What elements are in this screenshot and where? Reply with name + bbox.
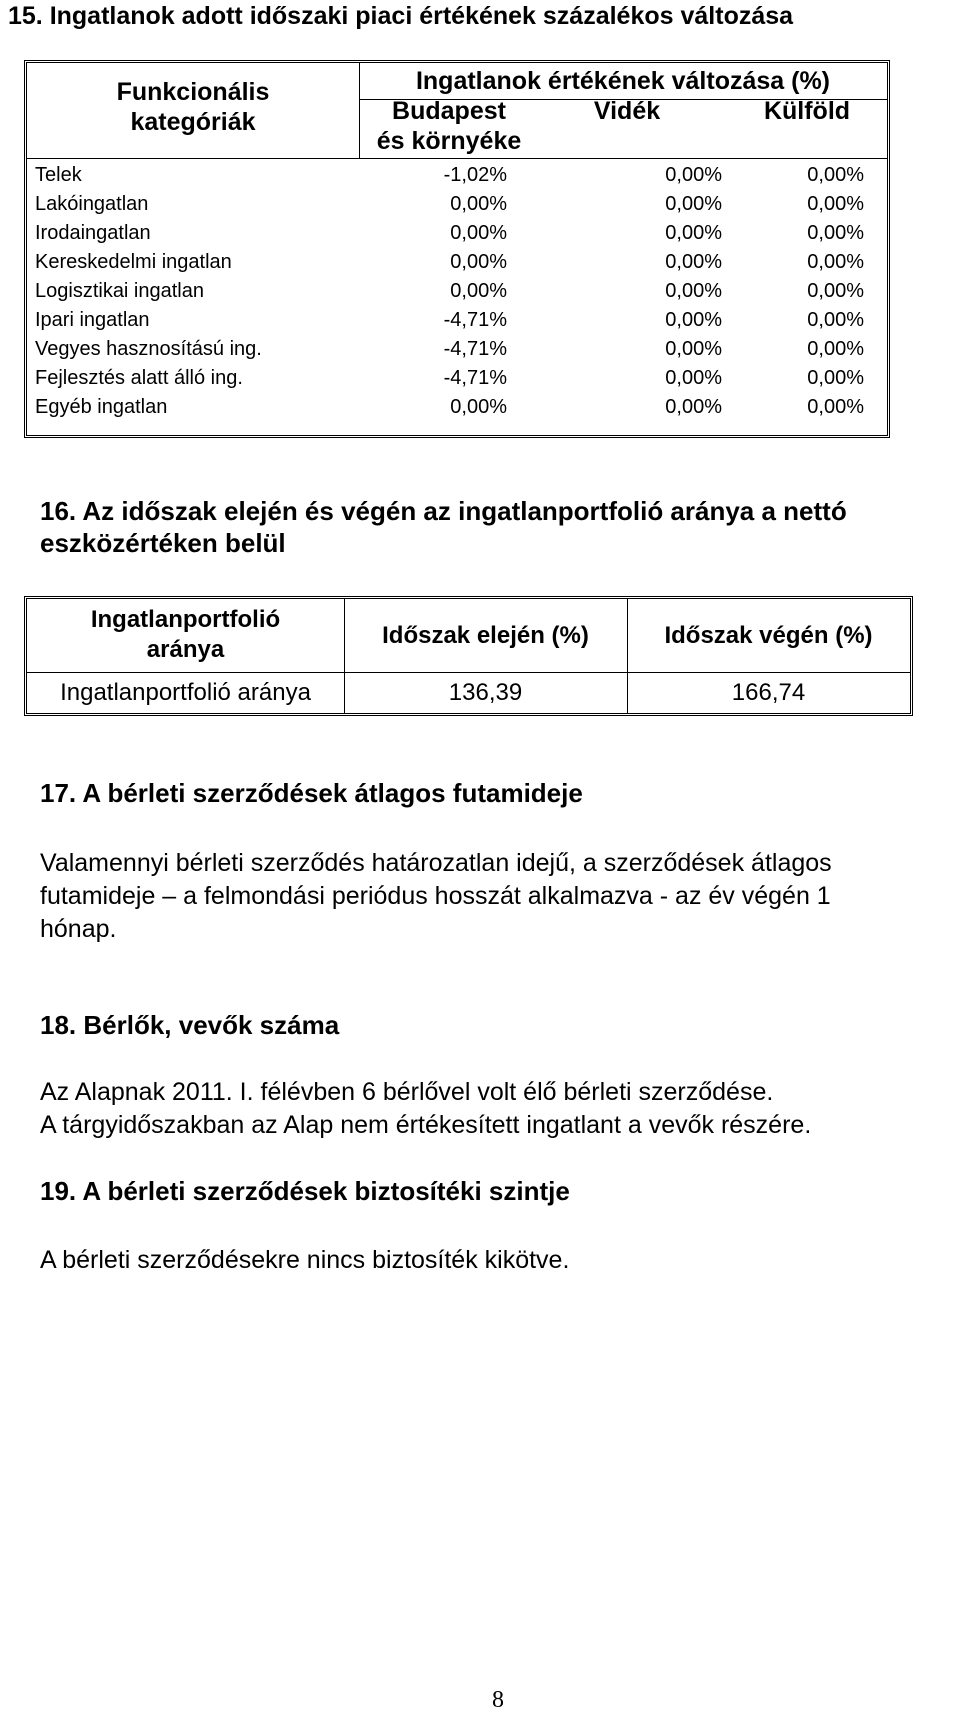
section18-text-line1: Az Alapnak 2011. I. félévben 6 bérlővel volt élő bérleti szerződése.	[40, 1078, 774, 1106]
row-kulfold: 0,00%	[807, 367, 864, 389]
row-kulfold: 0,00%	[807, 193, 864, 215]
row-budapest: 0,00%	[450, 396, 507, 418]
section18-title: 18. Bérlők, vevők száma	[40, 1010, 340, 1040]
row-videk: 0,00%	[665, 193, 722, 215]
col-header-budapest-line2: és környéke	[376, 127, 522, 155]
row-videk: 0,00%	[665, 222, 722, 244]
row-budapest: -4,71%	[443, 309, 507, 331]
value-change-table	[24, 60, 890, 438]
t2-row-start: 136,39	[448, 679, 523, 706]
row-kulfold: 0,00%	[807, 280, 864, 302]
section17-text	[40, 847, 940, 946]
section16-title	[40, 495, 847, 559]
row-kulfold: 0,00%	[807, 309, 864, 331]
section18-text	[40, 1076, 950, 1142]
row-budapest: 0,00%	[450, 280, 507, 302]
t2-col-header-label-line2: aránya	[146, 636, 225, 663]
row-videk: 0,00%	[665, 164, 722, 186]
table-row	[27, 219, 887, 248]
section18-text-line2: A tárgyidőszakban az Alap nem értékesített ingatlant a vevők részére.	[40, 1111, 812, 1139]
t2-row-end: 166,74	[731, 679, 806, 706]
table-row	[27, 393, 887, 422]
table-row	[27, 364, 887, 393]
row-videk: 0,00%	[665, 309, 722, 331]
section15-title: 15. Ingatlanok adott időszaki piaci értékének százalékos változása	[8, 2, 794, 30]
row-kulfold: 0,00%	[807, 222, 864, 244]
row-budapest: -4,71%	[443, 338, 507, 360]
section17-text-line2: futamideje – a felmondási periódus hosszát alkalmazva - az év végén 1	[40, 882, 831, 910]
section16-title-line2: eszközértéken belül	[40, 528, 286, 558]
col-header-kulfold: Külföld	[763, 97, 851, 125]
row-budapest: 0,00%	[450, 251, 507, 273]
col-header-category-line2: kategóriák	[130, 108, 256, 136]
row-kulfold: 0,00%	[807, 164, 864, 186]
row-kulfold: 0,00%	[807, 251, 864, 273]
portfolio-ratio-table	[24, 596, 913, 716]
row-kulfold: 0,00%	[807, 338, 864, 360]
row-videk: 0,00%	[665, 338, 722, 360]
t2-col-header-label	[27, 605, 344, 665]
t2-col-header-end: Időszak végén (%)	[664, 622, 873, 649]
section19-text-line1: A bérleti szerződésekre nincs biztosíték kikötve.	[40, 1246, 570, 1274]
row-budapest: 0,00%	[450, 222, 507, 244]
section19-text	[40, 1244, 940, 1277]
t2-col-header-start: Időszak elején (%)	[382, 622, 589, 649]
table-row	[27, 248, 887, 277]
col-header-category-line1: Funkcionális	[116, 78, 270, 106]
table-row	[27, 277, 887, 306]
t2-col-header-label-line1: Ingatlanportfolió	[90, 606, 281, 633]
col-header-budapest-line1: Budapest	[392, 97, 506, 125]
row-label: Vegyes hasznosítású ing.	[35, 338, 262, 360]
col-header-videk: Vidék	[593, 97, 661, 125]
row-label: Irodaingatlan	[35, 222, 151, 244]
section17-text-line3: hónap.	[40, 915, 117, 943]
row-budapest: -1,02%	[443, 164, 507, 186]
row-budapest: -4,71%	[443, 367, 507, 389]
row-label: Telek	[35, 164, 82, 186]
row-label: Lakóingatlan	[35, 193, 149, 215]
row-label: Logisztikai ingatlan	[35, 280, 204, 302]
col-header-category	[27, 77, 359, 137]
row-videk: 0,00%	[665, 367, 722, 389]
table-row	[27, 161, 887, 190]
row-label: Fejlesztés alatt álló ing.	[35, 367, 243, 389]
row-label: Ipari ingatlan	[35, 309, 150, 331]
row-videk: 0,00%	[665, 251, 722, 273]
col-header-budapest	[359, 96, 539, 156]
row-budapest: 0,00%	[450, 193, 507, 215]
section17-text-line1: Valamennyi bérleti szerződés határozatlan idejű, a szerződések átlagos	[40, 849, 832, 877]
row-label: Kereskedelmi ingatlan	[35, 251, 232, 273]
table-row	[27, 306, 887, 335]
row-videk: 0,00%	[665, 280, 722, 302]
row-videk: 0,00%	[665, 396, 722, 418]
section16-title-line1: 16. Az időszak elején és végén az ingatlanportfolió aránya a nettó	[40, 496, 847, 526]
section17-title: 17. A bérleti szerződések átlagos futamideje	[40, 778, 583, 808]
page-number: 8	[492, 1687, 504, 1713]
table-row	[27, 335, 887, 364]
row-kulfold: 0,00%	[807, 396, 864, 418]
group-header: Ingatlanok értékének változása (%)	[415, 67, 831, 95]
row-label: Egyéb ingatlan	[35, 396, 168, 418]
t2-row-label: Ingatlanportfolió aránya	[60, 679, 311, 706]
section19-title: 19. A bérleti szerződések biztosítéki szintje	[40, 1176, 570, 1206]
table-row	[27, 190, 887, 219]
